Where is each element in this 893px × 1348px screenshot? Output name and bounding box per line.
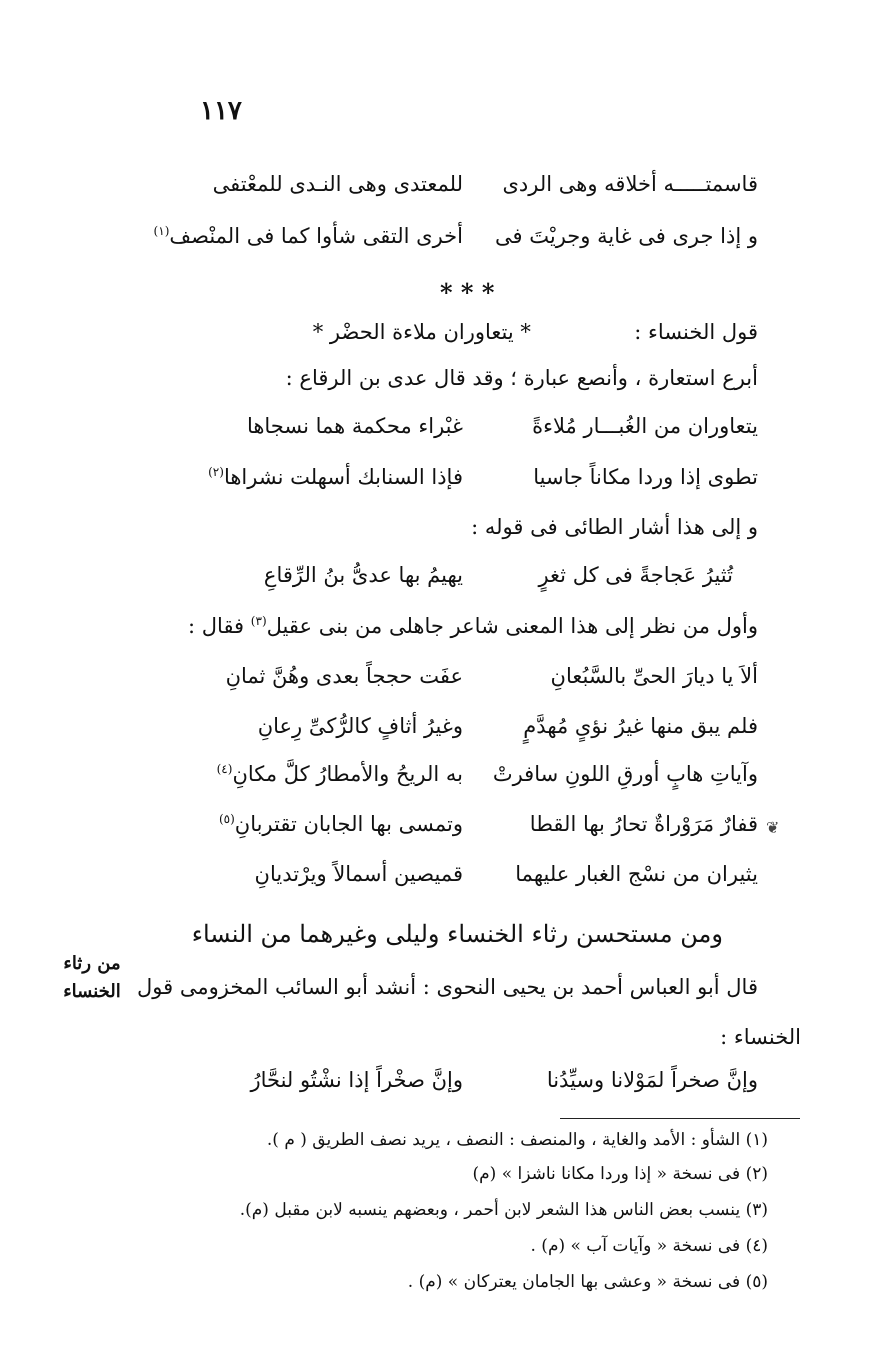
page-number: ١١٧ bbox=[200, 96, 242, 126]
footnote-ref: (٢) bbox=[208, 465, 224, 479]
verse-hemistich-second: للمعتدى وهى النـدى للمعْتفى bbox=[212, 172, 463, 196]
prose-line: أبرع استعارة ، وأنصع عبارة ؛ وقد قال عدى بن الرقاع : bbox=[285, 366, 758, 390]
verse-hemistich-first: و إذا جرى فى غاية وجريْتَ فى bbox=[495, 224, 758, 248]
verse-line bbox=[213, 762, 758, 802]
verse-hemistich-second bbox=[208, 465, 463, 489]
verse-line bbox=[213, 714, 758, 754]
verse-hemistich-first: ألاَ يا ديارَ الحىِّ بالسَّبُعانِ bbox=[550, 664, 758, 688]
footnote: (٥) فى نسخة « وعشى بها الجامان يعتركان » (م) . bbox=[407, 1272, 768, 1292]
verse-line bbox=[213, 812, 758, 852]
verse-hemistich-first: فلم يبق منها غيرُ نؤىٍ مُهدَّمٍ bbox=[523, 714, 758, 738]
verse-text: وتمسى بها الجابان تقتربانِ bbox=[234, 812, 463, 836]
verse-text: به الريحُ والأمطارُ كلَّ مكانِ bbox=[232, 762, 463, 786]
prose-line bbox=[138, 614, 758, 638]
verse-hemistich-second bbox=[217, 762, 463, 786]
verse-hemistich-first: قفارٌ مَرَوْراةٌ تحارُ بها القطا bbox=[529, 812, 758, 836]
verse-hemistich-second bbox=[219, 812, 463, 836]
footnote: (٣) ينسب بعض الناس هذا الشعر لابن أحمر ، وبعضهم ينسبه لابن مقبل (م). bbox=[239, 1200, 768, 1220]
prose-line: الخنساء : bbox=[720, 1025, 801, 1049]
footnote-ref: (٥) bbox=[218, 812, 235, 826]
verse-hemistich-second: وإنَّ صخْراً إذا نشْتُو لنحَّارُ bbox=[250, 1068, 463, 1092]
footnote-divider bbox=[560, 1118, 800, 1119]
prose-text-end: فقال : bbox=[188, 614, 245, 638]
verse-line bbox=[213, 664, 758, 704]
footnote: (٢) فى نسخة « إذا وردا مكانا ناشزا » (م) bbox=[472, 1164, 768, 1184]
footnote: (١) الشأو : الأمد والغاية ، والمنصف : النصف ، يريد نصف الطريق ( م ). bbox=[266, 1130, 768, 1150]
verse-text: فإذا السنابك أسهلت نشراها bbox=[223, 465, 463, 489]
verse-hemistich-first: قاسمتـــــه أخلاقه وهى الردى bbox=[502, 172, 758, 196]
section-heading: ومن مستحسن رثاء الخنساء وليلى وغيرهما من النساء bbox=[191, 920, 723, 948]
verse-text: أخرى التقى شأوا كما فى المنْصف bbox=[169, 224, 463, 248]
intro-label: قول الخنساء : bbox=[634, 320, 758, 344]
verse-hemistich-second: قميصين أسمالاً ويرْتديانِ bbox=[254, 862, 463, 886]
margin-note bbox=[42, 950, 142, 1006]
verse-hemistich-first: يتعاوران من الغُبـــار مُلاءةً bbox=[532, 414, 758, 438]
khansa-intro bbox=[138, 320, 758, 344]
verse-hemistich-second bbox=[154, 224, 463, 248]
prose-text: وأول من نظر إلى هذا المعنى شاعر جاهلى من بنى عقيل bbox=[266, 614, 758, 638]
verse-hemistich-second: غبْراء محكمة هما نسجاها bbox=[246, 414, 463, 438]
verse-line bbox=[213, 862, 758, 902]
verse-line bbox=[213, 1068, 758, 1108]
footnote-ref: (٣) bbox=[250, 614, 267, 628]
verse-hemistich-first: وإنَّ صخراً لمَوْلانا وسيِّدُنا bbox=[546, 1068, 758, 1092]
footnote-ref: (١) bbox=[153, 224, 170, 238]
margin-note-line: من رثاء bbox=[63, 953, 121, 974]
margin-note-line: الخنساء bbox=[63, 981, 121, 1002]
verse-hemistich-second: عفَت حججاً بعدى وهُنَّ ثمانِ bbox=[225, 664, 463, 688]
verse-hemistich-first: يثيران من نسْج الغبار عليهما bbox=[515, 862, 758, 886]
verse-line bbox=[208, 465, 758, 505]
verse-hemistich-first: تطوى إذا وردا مكاناً جاسيا bbox=[533, 465, 758, 489]
intro-quote: * يتعاوران ملاءة الحضْر * bbox=[312, 320, 531, 344]
verse-hemistich-first: وآياتِ هابٍ أورقِ اللونِ سافرتْ bbox=[492, 762, 758, 786]
section-separator: * * * bbox=[440, 278, 495, 307]
verse-hemistich-second: وغيرُ أثافٍ كالرُّكىِّ رِعانِ bbox=[257, 714, 463, 738]
verse-line bbox=[153, 224, 758, 264]
verse-line bbox=[213, 414, 758, 454]
verse-line bbox=[213, 172, 758, 212]
margin-ornament-icon: ❦ bbox=[766, 818, 780, 837]
verse-hemistich-second: يهيمُ بها عدىُّ بنُ الرِّقاعِ bbox=[263, 563, 463, 587]
prose-line: و إلى هذا أشار الطائى فى قوله : bbox=[471, 515, 758, 539]
footnote: (٤) فى نسخة « وآيات آب » (م) . bbox=[530, 1236, 768, 1256]
prose-line: قال أبو العباس أحمد بن يحيى النحوى : أنشد أبو السائب المخزومى قول bbox=[137, 975, 758, 999]
footnote-ref: (٤) bbox=[216, 762, 233, 776]
verse-hemistich-first: تُثيرُ عَجاجةً فى كل ثغرٍ bbox=[538, 563, 733, 587]
verse-line bbox=[188, 563, 733, 603]
